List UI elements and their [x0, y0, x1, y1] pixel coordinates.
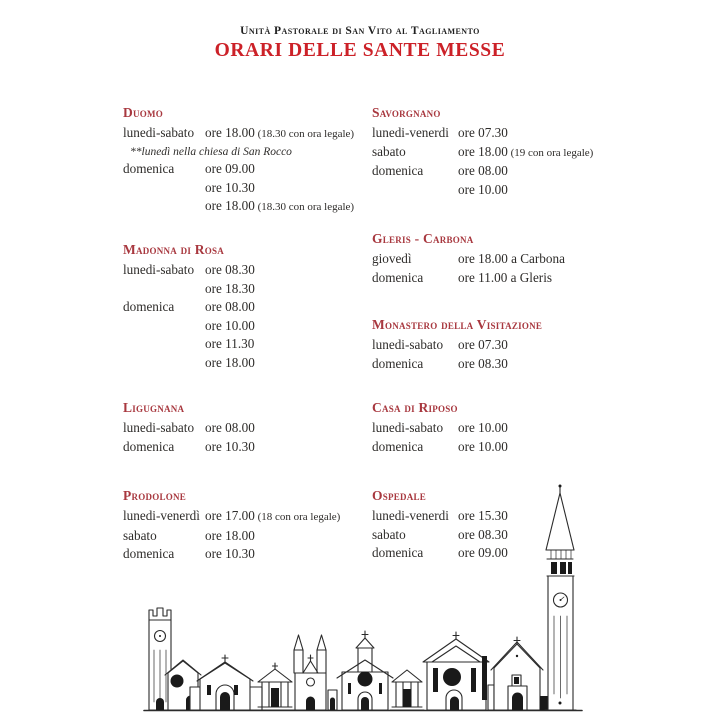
time-value: ore 10.30: [205, 438, 255, 454]
time-value: ore 18.00 (18.30 con ora legale): [205, 125, 355, 140]
day-label: domenica: [372, 355, 424, 371]
schedule-row: [123, 354, 365, 373]
section-title: Savorgnano: [372, 105, 441, 120]
day-label: sabato: [123, 527, 157, 543]
schedule-footnote: **lunedì nella chiesa di San Rocco: [130, 145, 292, 158]
schedule-row: [372, 162, 614, 181]
section-title: Prodolone: [123, 488, 187, 503]
section-madonna-di-rosa: [123, 241, 365, 373]
section-ligugnana: [123, 399, 365, 456]
section-monastero-della-visitazione: [372, 316, 614, 373]
section-title: Gleris - Carbona: [372, 231, 474, 246]
time-note: (18 con ora legale): [254, 511, 341, 523]
time-value: ore 18.00 (18.30 con ora legale): [205, 198, 355, 214]
time-value: ore 08.30: [205, 262, 255, 277]
schedule-row: [372, 181, 614, 200]
time-value: ore 18.00: [205, 527, 255, 543]
cross-gable-church-icon: [190, 655, 262, 710]
time-value: ore 10.30: [205, 179, 255, 195]
section-title: Casa di Riposo: [372, 400, 458, 415]
plain-gabled-church-icon: [491, 637, 543, 710]
day-label: [123, 179, 205, 198]
schedule-row: [123, 317, 365, 336]
time-value: ore 08.00: [205, 420, 255, 435]
time-value: ore 15.30: [458, 508, 508, 523]
day-label: domenica: [372, 163, 424, 179]
time-value: ore 09.00: [205, 161, 255, 177]
day-label: lunedi-sabato: [372, 337, 444, 352]
time-value: ore 10.00: [205, 317, 255, 333]
day-label: [123, 335, 205, 354]
time-value: ore 07.30: [458, 125, 508, 140]
schedule-row: [123, 419, 365, 438]
time-value: ore 08.30: [458, 355, 508, 371]
day-label: lunedi-venerdi: [372, 125, 449, 140]
schedule-row: [123, 124, 365, 144]
time-value: ore 08.00: [205, 299, 255, 315]
day-label: [123, 197, 205, 217]
day-label: domenica: [123, 438, 175, 454]
time-value: ore 18.00 a Carbona: [458, 251, 565, 266]
time-value: ore 10.00: [458, 181, 508, 197]
schedule-row: [372, 419, 614, 438]
section-duomo: [123, 104, 365, 217]
section-title: Ligugnana: [123, 400, 185, 415]
day-label: giovedì: [372, 251, 412, 266]
time-value: ore 09.00: [458, 545, 508, 561]
time-value: ore 08.30: [458, 526, 508, 542]
day-label: sabato: [372, 526, 406, 542]
time-value: ore 10.00: [458, 438, 508, 454]
schedule-row: [123, 179, 365, 198]
schedule-row: [123, 438, 365, 457]
tall-campanile-icon: [540, 485, 576, 711]
schedule-row: [372, 269, 614, 288]
time-note: (19 con ora legale): [507, 146, 594, 159]
time-value: ore 10.00: [458, 420, 508, 435]
day-label: [372, 181, 458, 200]
day-label: lunedi-sabato: [123, 262, 195, 277]
day-label: sabato: [372, 143, 406, 159]
time-value: ore 18.30: [205, 280, 255, 296]
schedule-row: [372, 355, 614, 374]
time-value: ore 10.30: [205, 546, 255, 562]
day-label: domenica: [372, 438, 424, 454]
day-label: domenica: [372, 545, 424, 561]
large-facade-church-icon: [423, 632, 489, 710]
day-label: [123, 354, 205, 373]
time-value: ore 08.00: [458, 163, 508, 179]
classical-chapel-icon: [256, 663, 294, 710]
time-note: (18.30 con ora legale): [254, 128, 355, 140]
section-title: Monastero della Visitazione: [372, 317, 543, 332]
time-value: ore 18.00 (19 con ora legale): [458, 143, 594, 159]
schedule-row: [123, 280, 365, 299]
section-gleris-carbona: [372, 230, 614, 287]
section-title: Ospedale: [372, 488, 427, 503]
twin-spire-facade-icon: [294, 635, 326, 710]
day-label: domenica: [372, 269, 424, 285]
schedule-row: [372, 124, 614, 143]
schedule-row: [123, 197, 365, 217]
time-value: ore 07.30: [458, 337, 508, 352]
schedule-row: [372, 250, 614, 269]
schedule-row: [123, 160, 365, 179]
day-label: lunedi-sabato: [123, 420, 195, 435]
schedule-row: [372, 336, 614, 355]
time-value: ore 17.00 (18 con ora legale): [205, 508, 341, 523]
rotunda-portico-icon: [390, 670, 424, 710]
time-value: ore 18.00: [205, 354, 255, 370]
schedule-row: [123, 261, 365, 280]
schedule-row: [372, 143, 614, 163]
section-title: Duomo: [123, 105, 163, 120]
day-label: [123, 317, 205, 336]
day-label: lunedi-venerdì: [123, 508, 200, 523]
central-tower-church-icon: [337, 631, 393, 710]
day-label: lunedi-sabato: [123, 125, 195, 140]
section-casa-di-riposo: [372, 399, 614, 456]
time-value: ore 11.00 a Gleris: [458, 269, 552, 285]
section-savorgnano: [372, 104, 614, 199]
day-label: lunedi-venerdi: [372, 508, 449, 523]
day-label: [123, 280, 205, 299]
schedule-row: [372, 438, 614, 457]
day-label: domenica: [123, 546, 175, 562]
page-title: ORARI DELLE SANTE MESSE: [214, 40, 506, 61]
schedule-row: [123, 335, 365, 354]
day-label: lunedi-sabato: [372, 420, 444, 435]
section-title: Madonna di Rosa: [123, 242, 224, 257]
arched-wall-icon: [328, 690, 337, 710]
day-label: domenica: [123, 299, 175, 315]
schedule-row: [123, 298, 365, 317]
time-note: (18.30 con ora legale): [254, 201, 355, 214]
day-label: domenica: [123, 161, 175, 177]
page-subtitle: Unità Pastorale di San Vito al Tagliamento: [240, 25, 480, 37]
time-value: ore 11.30: [205, 336, 255, 352]
churches-skyline-illustration: [120, 480, 600, 715]
